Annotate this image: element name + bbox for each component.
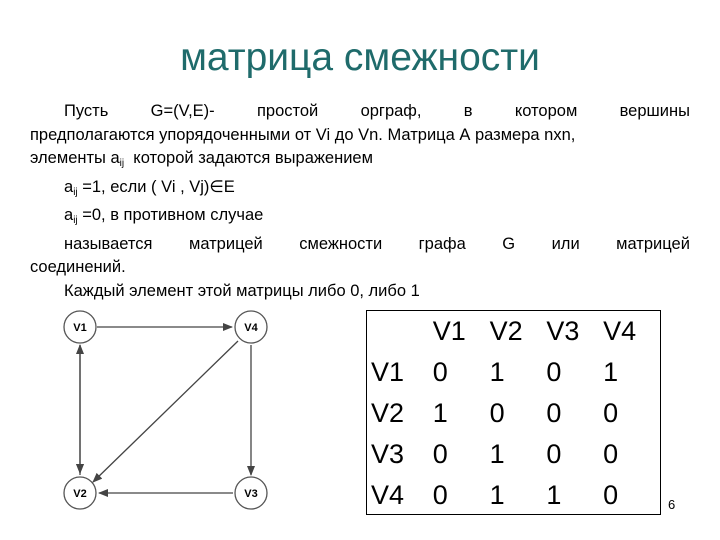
column-header: V3 — [546, 316, 580, 346]
matrix-cell: 0 — [432, 357, 448, 387]
matrix-cell: 0 — [603, 398, 619, 428]
word: G=(V,E)- — [150, 102, 215, 120]
matrix-cell: 0 — [603, 439, 619, 469]
word: вершины — [619, 102, 690, 120]
matrix-row — [367, 434, 660, 475]
word: простой — [256, 102, 319, 120]
matrix-cell: 1 — [546, 480, 562, 510]
column-header: V1 — [432, 316, 466, 346]
matrix-row — [367, 475, 660, 516]
word: или — [551, 234, 580, 253]
word: котором — [514, 102, 578, 120]
word: матрицей — [616, 234, 690, 253]
row-header: V3 — [371, 439, 405, 469]
matrix-cell: 0 — [432, 480, 448, 510]
matrix-header-row — [367, 311, 660, 352]
text-line-3 — [30, 147, 690, 176]
edge-v4-v1 — [93, 341, 238, 482]
matrix-cell: 1 — [489, 480, 505, 510]
text-line-8: Каждый элемент этой матрицы либо 0, либо 1 — [64, 281, 420, 300]
node-v3 — [235, 477, 267, 509]
matrix-table — [367, 311, 660, 516]
directed-graph-diagram — [60, 305, 300, 515]
text-line-7: соединений. — [30, 258, 126, 276]
text-part: a — [64, 177, 74, 196]
text-part: элементы a — [30, 149, 120, 167]
matrix-corner-cell — [367, 311, 433, 352]
matrix-cell: 0 — [432, 439, 448, 469]
node-label: V1 — [73, 322, 87, 334]
page-number: 6 — [668, 497, 676, 512]
node-v4 — [235, 311, 267, 343]
text-part: =0, в противном случае — [77, 206, 264, 224]
row-header: V2 — [371, 398, 405, 428]
matrix-row — [367, 352, 660, 393]
text-line-2: предполагаются упорядоченными от Vi до Vn. Матрица А размера nxn, — [30, 125, 576, 144]
matrix-cell: 0 — [603, 480, 619, 510]
matrix-cell: 1 — [489, 357, 505, 387]
matrix-row — [367, 393, 660, 434]
matrix-cell: 0 — [546, 439, 562, 469]
word: орграф, — [360, 102, 422, 120]
text-line-1 — [30, 100, 690, 124]
column-header: V2 — [489, 316, 523, 346]
node-label: V4 — [244, 322, 258, 334]
adjacency-matrix — [366, 310, 661, 515]
text-part: =1, если ( Vi , Vj)∈E — [77, 177, 235, 196]
text-line-6 — [30, 233, 690, 257]
matrix-cell: 1 — [489, 439, 505, 469]
matrix-cell: 1 — [432, 398, 448, 428]
slide-title: матрица смежности — [180, 36, 540, 79]
node-v1 — [64, 311, 96, 343]
subscript: ij — [73, 186, 78, 198]
matrix-cell: 0 — [546, 357, 562, 387]
word: G — [502, 234, 516, 253]
column-header: V4 — [603, 316, 637, 346]
matrix-cell: 0 — [489, 398, 505, 428]
text-line-5 — [30, 204, 690, 233]
matrix-cell: 0 — [546, 398, 562, 428]
word: Пусть — [64, 102, 109, 120]
row-header: V4 — [371, 480, 405, 510]
node-v2 — [64, 477, 96, 509]
word: матрицей — [188, 234, 263, 253]
word: называется — [64, 234, 153, 253]
text-part: которой задаются выражением — [124, 149, 373, 167]
node-label: V2 — [73, 488, 87, 500]
word: в — [463, 102, 473, 120]
matrix-cell: 1 — [603, 357, 619, 387]
subscript: ij — [73, 215, 78, 226]
word: смежности — [299, 234, 383, 253]
text-part: a — [64, 206, 74, 224]
row-header: V1 — [371, 357, 405, 387]
text-line-4 — [30, 176, 690, 205]
node-label: V3 — [244, 488, 258, 500]
word: графа — [418, 234, 466, 253]
definition-text — [30, 100, 690, 303]
subscript: ij — [119, 158, 125, 169]
